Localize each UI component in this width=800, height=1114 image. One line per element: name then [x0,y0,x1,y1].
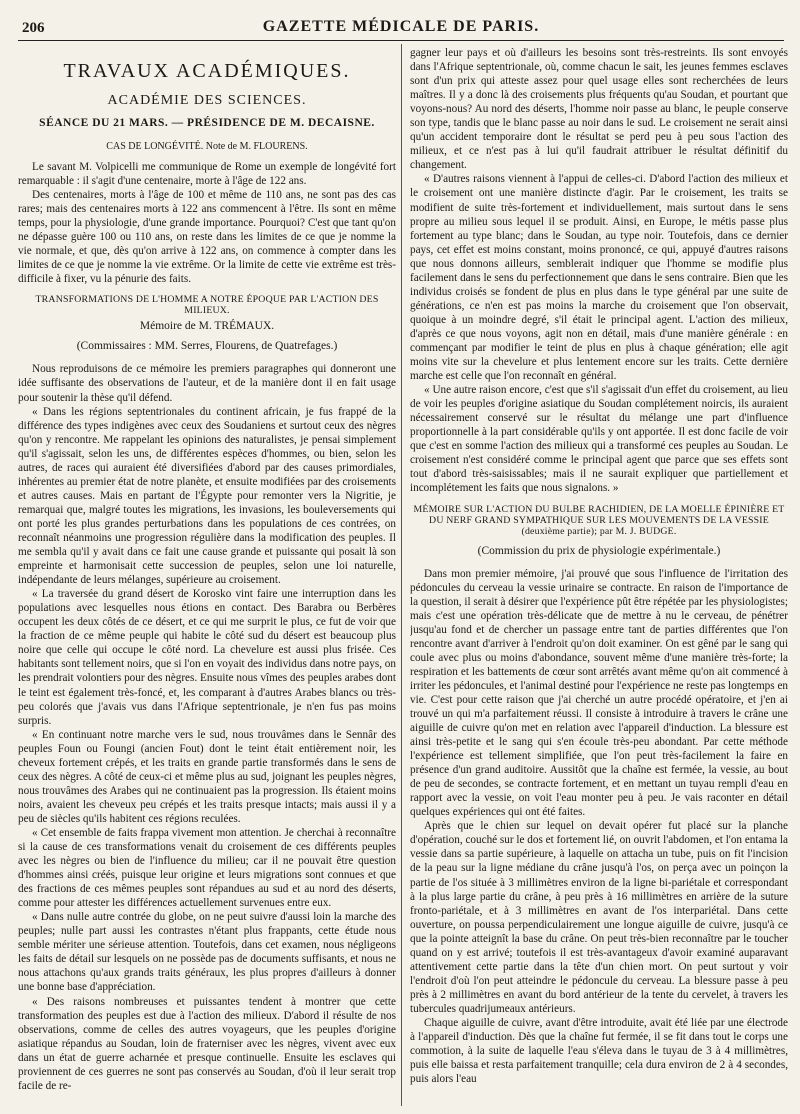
commission-line: (Commissaires : MM. Serres, Flourens, de Quatrefages.) [76,340,338,353]
academy-title: ACADÉMIE DES SCIENCES. [107,93,307,108]
paragraph: gagner leur pays et où d'ailleurs les besoins sont très-restreints. Ils sont envoyés dans l'Afrique septentrionale, où, comme chacun le sait, les jeunes femmes esclaves sont d'un prix qui atteste assez pour quel usage elles sont recherchées de leurs maîtres. Il y a donc là des croisements plus fréquents qu'au Soudan, et pourtant que voyons-nous? Au nord des déserts, l'homme noir passe au blanc, le peuple conserve son type, tandis que le blanc passe au noir dans le sud. Le croisement ne serait ainsi qu'un accident temporaire dont le résultat se perd peu à peu sous l'action des milieux, et ce n'est pas à lui qu'il faudrait attribuer le résultat définitif du changement. [410,47,788,172]
session-line: SÉANCE DU 21 MARS. — PRÉSIDENCE DE M. DECAISNE. [39,117,375,129]
journal-title: GAZETTE MÉDICALE DE PARIS. [262,18,540,35]
column-divider [401,44,402,1106]
paragraph: « Cet ensemble de faits frappa vivement mon attention. Je cherchai à reconnaître si la cause de ces transformations venait du croisement de ces différents peuples avec les nègres ou bien de l'influence du milieu; car il ne pouvait être question d'hommes ainsi créés, puisque leur origine et leurs migrations sont connues et que des fractions de ces mêmes peuples sont répandues au sud et au nord des déserts, comme pour attester les différences actuellement survenues entre eux. [18,826,396,910]
paragraph: Nous reproduisons de ce mémoire les premiers paragraphes qui donneront une idée suffisante des observations de l'auteur, et de la manière dont il en fait usage pour soutenir la thèse qu'il défend. [18,363,396,404]
article-heading: TRANSFORMATIONS DE L'HOMME A NOTRE ÉPOQUE PAR L'ACTION DES MILIEUX. [35,294,379,317]
left-column [18,46,396,1108]
article-heading: CAS DE LONGÉVITÉ. Note de M. FLOURENS. [106,141,308,152]
paragraph: « La traversée du grand désert de Korosko vint faire une interruption dans les populations avec lesquelles nous étions en contact. Des Barabra ou Berbères occupent les deux côtés de ce désert, et ce qui me surprit le plus, ce fut de voir que la fraction de ce même peuple qui habite le côté sud du désert est beaucoup plus noire que celle qui occupe le côté nord. La chevelure est aussi plus frisée. Ces habitants sont tellement noirs, que si l'on en voyait des individus dans notre pays, on les prendrait volontiers pour des nègres. Ensuite nous vîmes des peuples arabes dont le teint est également très-foncé, et, les comparant à d'autres Arabes blancs ou très-peu colorés que j'avais vus dans l'Afrique septentrionale, je n'en fus pas moins surpris. [18,588,396,727]
paragraph: « Des raisons nombreuses et puissantes tendent à montrer que cette transformation des peuples est due à l'action des milieux. D'abord il résulte de nos observations, comme de celles des autres voyageurs, que les peuples d'origine asiatique répandus au Soudan, loin de fraterniser avec les nègres, vivent avec eux dans un état de guerre acharnée et presque continuelle. Ensuite les esclaves qui proviennent de ces guerres ne sont pas conservés au Soudan, d'où il leur serait trop facile de re- [18,995,396,1092]
paragraph: Le savant M. Volpicelli me communique de Rome un exemple de longévité fort remarquable : il s'agit d'une centenaire, morte à l'âge de 122 ans. [18,161,396,188]
paragraph: Après que le chien sur lequel on devait opérer fut placé sur la planche d'opération, couché sur le dos et fortement lié, on ouvrit l'abdomen, et l'on entama la vessie dans sa partie supérieure, à laquelle on attacha un tube, puis on fit l'incision de la peau sur la ligne médiane du crâne jusqu'à l'os, on perça avec un poinçon la partie de l'os située à 3 millimètres environ de la ligne bi-pariétale et correspondant à la plus large partie du crâne, à peu près à 16 millimètres en arrière de la suture fronto-pariétale, et à 3 millimètres en avant de l'os interpariétal. Dans cette ouverture, on poussa perpendiculairement une longue aiguille de cuivre, jusqu'à ce que la pointe atteignît la base du crâne. On peut très-bien reconnaître par le toucher quand on y est arrivé; toutefois il est très-avantageux d'avoir examiné auparavant attentivement cette partie dans la tête d'un chien mort. On peut surtout y voir l'endroit d'où l'on peut atteindre le pédoncule du cerveau. La blessure passe à peu près à 2 millimètres en avant du bord antérieur de la tente du cervelet, à travers les tubercules quadrijumeaux antérieurs. [410,820,788,1015]
page-number: 206 [22,20,45,36]
paragraph: « D'autres raisons viennent à l'appui de celles-ci. D'abord l'action des milieux et le croisement ont une manière distincte d'agir. Par le croisement, les traits se modifient de suite très-fortement et individuellement, mais surtout dans le sens propre au milieu sous lequel il se produit. Ainsi, en Europe, le métis passe plus fortement au type blanc; dans le Soudan, au type noir. Toutefois, dans ce dernier pays, cet effet est moins constant, moins prononcé, ce qui, appuyé d'autres raisons que nous donnons ailleurs, semblerait indiquer que l'homme se modifie plus facilement dans le sens du perfectionnement que dans le sens contraire. Bien que les individus croisés se fondent de plus en plus dans le type général par une suite de générations, ce n'en est pas moins la marche du croisement que l'on observait, quoique à un moindre degré, s'il était le principal agent. L'action des milieux, d'après ce que nous voyons, agit non en détail, mais d'une manière générale : en commençant par modifier le teint de plus en plus à chaque génération; elle agit moins vite sur la chevelure et plus lentement encore sur les traits. Cette dernière marche est celle que l'on reconnaît en général. [410,173,788,383]
paragraph: « Une autre raison encore, c'est que s'il s'agissait d'un effet du croisement, au lieu de voir les peuples d'origine asiatique du Soudan complétement noircis, ils auraient nécessairement conservé sur le résultat du mélange une part d'influence proportionnelle à la part considérable qu'ils y ont apportée. Il est donc facile de voir que c'est en somme l'action des milieux qui a transformé ces peuples au Soudan. Le croisement n'est considéré comme le principal agent que parce que ses effets sont tout d'abord très-saisissables; mais il ne saurait expliquer que partiellement et incomplétement les faits que nous signalons. » [410,384,788,495]
paragraph: Des centenaires, morts à l'âge de 100 et même de 110 ans, ne sont pas des cas rares; mais des centenaires morts à 122 ans commencent à l'être. Ils sont en même temps, pour la physiologie, d'une grande importance. Pourquoi? C'est que tant qu'on ne dépasse guère 100 ou 110 ans, on reste dans les limites de ce que je nomme la vie normale, et que, dès qu'on arrive à 122 ans, on commence à compter dans les limites de ce que je nomme la vie extrême. Or la limite de cette vie extrême est très-difficile à fixer, vu la pénurie des faits. [18,189,396,286]
paragraph: « Dans les régions septentrionales du continent africain, je fus frappé de la différence des types indigènes avec ceux des Soudaniens et surtout ceux des nègres qu'on y rencontre. Me rappelant les opinions des naturalistes, je pensai simplement qu'il s'agissait, selon les uns, de différentes espèces d'hommes, ou bien, selon les autres, de races qui auraient été diversifiées d'abord par des causes primordiales, inhérentes au premier état de notre planète, et ensuite modifiées par des croisements et autres causes. Mais en partant de l'Égypte pour remonter vers la Nigritie, je remarquai que, malgré toutes les migrations, les invasions, les bouleversements qui ont porté les plus grandes perturbations dans les populations de ces contrées, on reconnaît néanmoins une progression régulière dans la modification des peuples. Il me sembla qu'il y avait dans ce fait une cause grande et puissante qui posait là son empreinte et harmonisait cette succession de peuples, selon une loi naturelle, indépendante de leurs mélanges, supérieure au croisement. [18,405,396,587]
commission-line: (Commission du prix de physiologie expérimentale.) [477,544,721,557]
right-column [410,46,788,1108]
paragraph: Dans mon premier mémoire, j'ai prouvé que sous l'influence de l'irritation des pédoncules du cerveau la vessie urinaire se contracte. En raison de l'importance de la question, il serait à désirer que l'expérience pût être répétée par les physiologistes; mais c'est une opération très-délicate que de mettre à nu le cerveau, de pénétrer jusqu'au fond et de chercher un passage entre tant de parties différentes que l'on rencontre avant d'arriver à l'endroit qu'on doit examiner. On est gêné par le sang qui coule avec plus ou moins d'abondance, souvent même d'une manière très-forte; la respiration et les battements de cœur sont arrêtés avant même qu'on ait commencé à irriter les pédoncules, et l'animal destiné pour l'expérience ne reste pas longtemps en vie. C'est pour cette raison que j'ai cherché un autre procédé opératoire, et j'en ai trouvé un qui m'a parfaitement réussi. Il consiste à introduire à travers le crâne une aiguille de cuivre qu'on met en relation avec l'appareil d'induction. La blessure est ainsi très-petite et le sang qui s'en écoule très-peu abondant. Par cette méthode l'expérience est tellement simplifiée, que l'on peut très-facilement la faire en présence d'un grand auditoire. Aussitôt que la chaîne est fermée, la vessie, au bout de peu de secondes, se contracte fortement, et en mettant un tuyau rempli d'eau en rapport avec la vessie, on voit l'eau monter peu à peu. Je vais raconter en détail quelques expériences qui ont été faites. [410,567,788,819]
section-title: TRAVAUX ACADÉMIQUES. [63,60,351,82]
article-heading: MÉMOIRE SUR L'ACTION DU BULBE RACHIDIEN, DE LA MOELLE ÉPINIÈRE ET DU NERF GRAND SYMPATHIQUE SUR LES MOUVEMENTS DE LA VESSIE (deuxième partie); par M. J. BUDGE. [413,503,785,537]
page-header [18,14,784,41]
article-author: Mémoire de M. TRÉMAUX. [139,320,275,333]
paragraph: « En continuant notre marche vers le sud, nous trouvâmes dans le Sennâr des peuples Foun ou Foungi (ancien Fout) dont le teint était entièrement noir, les cheveux fortement crépés, et les traits en grande partie transformés dans le sens de ceux des nègres. A côté de ceux-ci et même plus au sud, joignant les peuples nègres, nous trouvâmes des Arabes qui ne continuaient pas la progression. Ils étaient moins noirs, avaient les cheveux peu crépés et les traits presque intacts; mais aussi il y a peu de siècles qu'ils habitent ces régions reculées. [18,728,396,825]
paragraph: Chaque aiguille de cuivre, avant d'être introduite, avait été liée par une électrode à l'appareil d'induction. Dès que la chaîne fut fermée, il se fit dans tout le corps une commotion, à la suite de laquelle l'eau s'éleva dans le tuyau de 3 à 4 millimètres, puis elle baissa et resta parfaitement tranquille; cela dura environ de 2 à 4 secondes, puis alors l'eau [410,1017,788,1086]
paragraph: « Dans nulle autre contrée du globe, on ne peut suivre d'aussi loin la marche des peuples; nulle part aussi les contrastes n'étant plus frappants, cette étude nous semble mériter une sérieuse attention. Toutefois, dans cet examen, nous négligeons les faits de détail sur lesquels on ne possède pas de documents suffisants, et nous ne nous attachons qu'aux grands traits généraux, les plus propres d'ailleurs à donner une bonne base d'appréciation. [18,911,396,994]
